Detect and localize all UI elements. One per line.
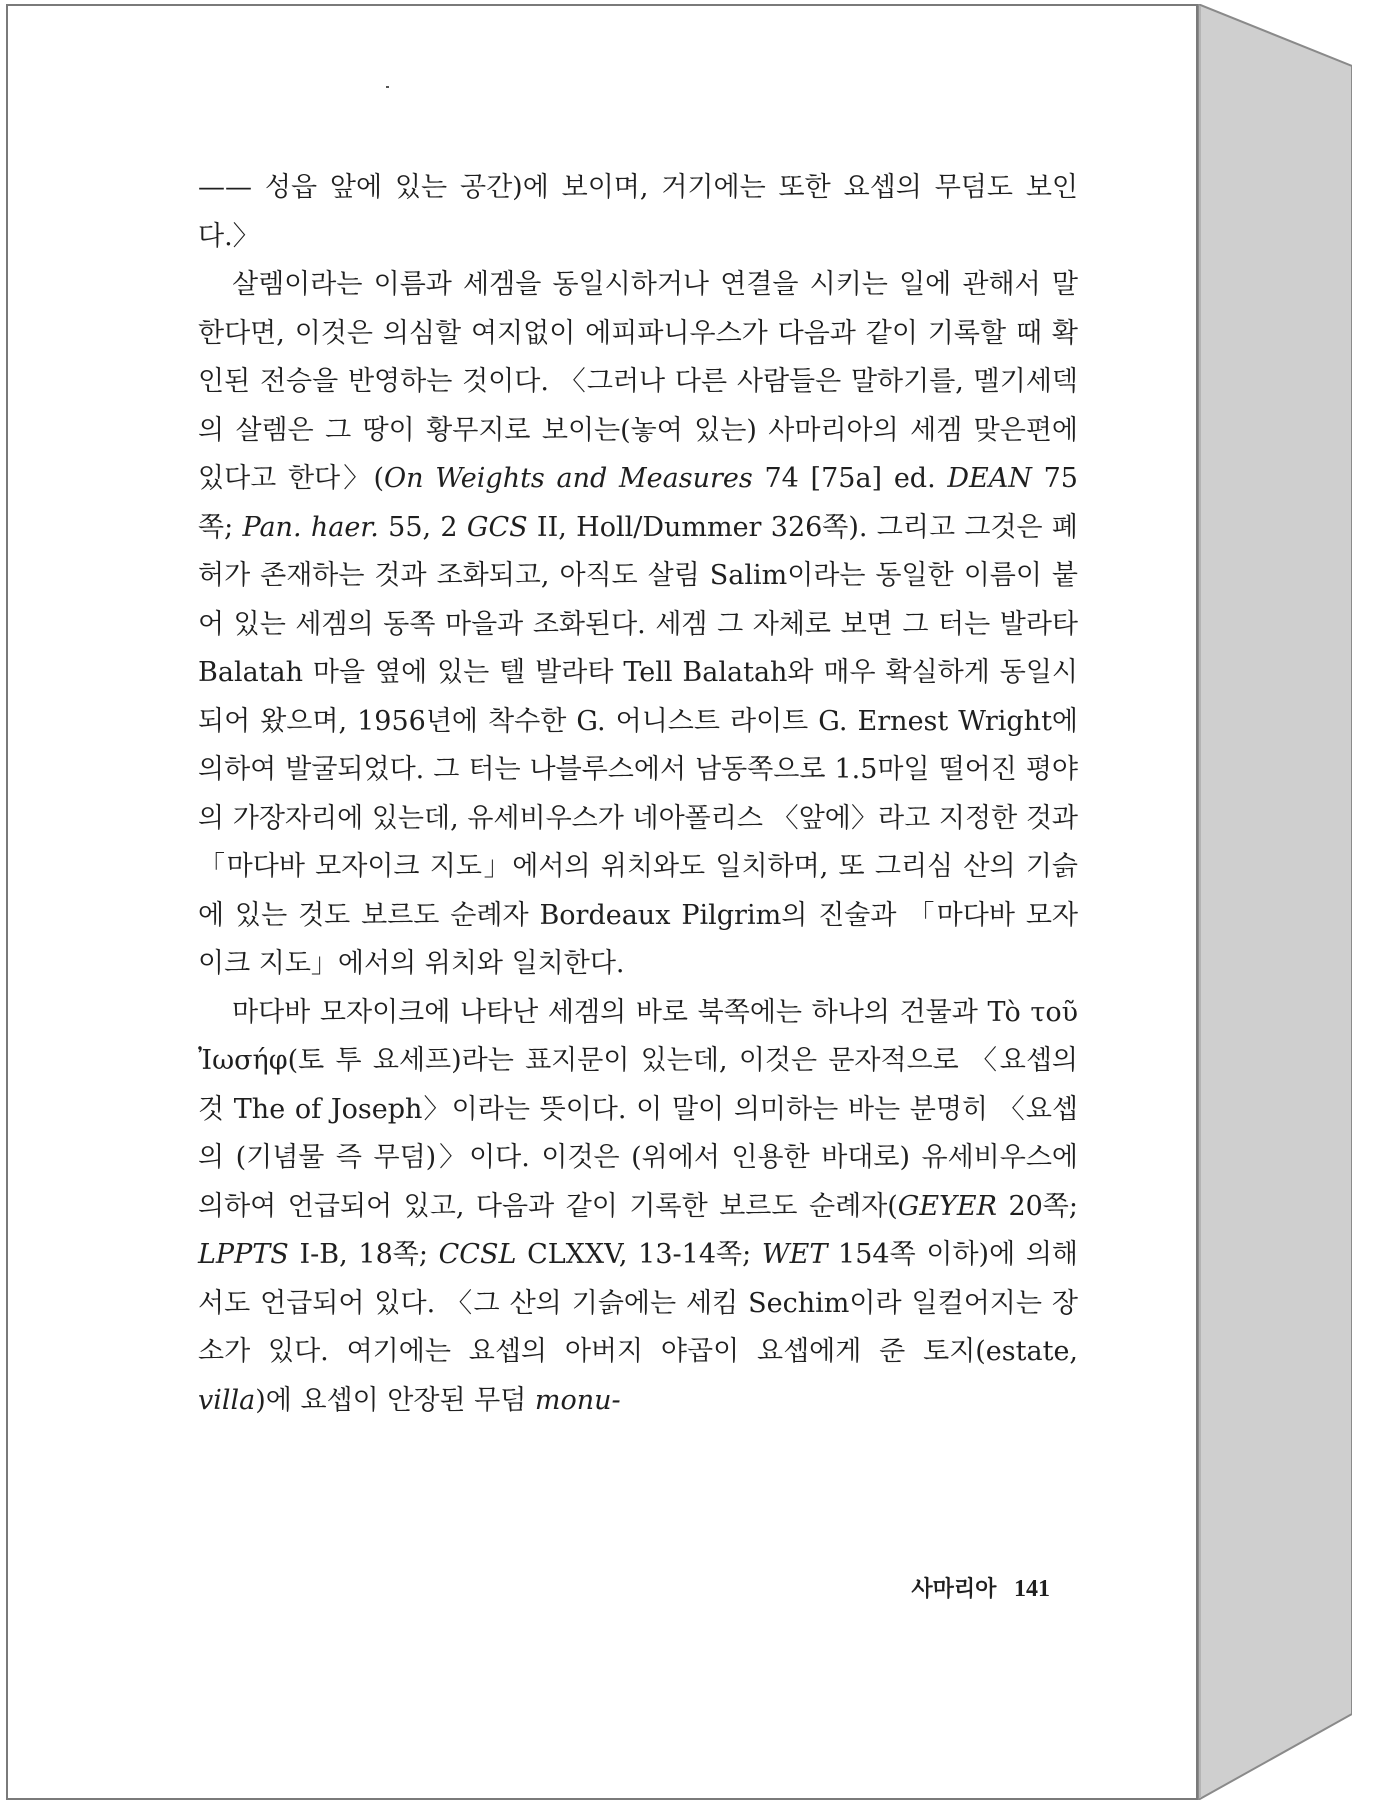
paragraph	[198, 164, 1078, 261]
italic-text-segment: CCSL	[438, 1239, 517, 1270]
page-stack-edge	[1198, 4, 1352, 1800]
paragraph	[198, 261, 1078, 989]
italic-text-segment: villa	[198, 1384, 256, 1416]
text-segment: CLXXV, 13-14쪽;	[516, 1239, 762, 1270]
text-segment: 마다바 모자이크에 나타난 세겜의 바로 북쪽에는 하나의 건물과 Tò τοῦ Ἰωσήφ(토 투 요세프)라는 표지문이 있는데, 이것은 문자적으로 〈요셉의 것 The of Joseph〉이라는 뜻이다. 이 말이 의미하는 바는 분명히 〈요셉의 (기념물 즉 무덤)〉이다. 이것은 (위에서 인용한 바대로) 유세비우스에 의하여 언급되어 있고, 다음과 같이 기록한 보르도 순례자(	[198, 996, 1078, 1222]
text-segment: 55, 2	[378, 511, 467, 543]
italic-text-segment: monu-	[534, 1384, 621, 1416]
running-head: 사마리아	[911, 1577, 997, 1602]
italic-text-segment: GEYER	[897, 1190, 997, 1222]
italic-text-segment: DEAN	[947, 463, 1032, 494]
dust-speck	[386, 86, 389, 88]
text-segment: 20쪽;	[996, 1190, 1078, 1222]
text-segment: )에 요셉이 안장된 무덤	[255, 1384, 535, 1416]
body-text	[198, 164, 1078, 1425]
text-segment: II, Holl/Dummer 326쪽). 그리고 그것은 폐허가 존재하는 것과 조화되고, 아직도 살림 Salim이라는 동일한 이름이 붙어 있는 세겜의 동쪽 마을과 조화된다. 세겜 그 자체로 보면 그 터는 발라타 Balatah 마을 옆에 있는 텔 발라타 Tell Balatah와 매우 확실하게 동일시되어 왔으며, 1956년에 착수한 G. 어니스트 라이트 G. Ernest Wright에 의하여 발굴되었다. 그 터는 나블루스에서 남동쪽으로 1.5마일 떨어진 평야의 가장자리에 있는데, 유세비우스가 네아폴리스 〈앞에〉라고 지정한 것과 「마다바 모자이크 지도」에서의 위치와도 일치하며, 또 그리심 산의 기슭에 있는 것도 보르도 순례자 Bordeaux Pilgrim의 진술과 「마다바 모자이크 지도」에서의 위치와 일치한다.	[198, 511, 1079, 979]
text-segment: 살렘이라는 이름과 세겜을 동일시하거나 연결을 시키는 일에 관해서 말한다면, 이것은 의심할 여지없이 에피파니우스가 다음과 같이 기록할 때 확인된 전승을 반영하는 것이다. 〈그러나 다른 사람들은 말하기를, 멜기세덱의 살렘은 그 땅이 황무지로 보이는(놓여 있는) 사마리아의 세겜 맞은편에 있다고 한다〉(	[198, 269, 1078, 494]
text-segment: I-B, 18쪽;	[288, 1239, 439, 1270]
italic-text-segment: Pan. haer.	[242, 511, 379, 543]
text-segment: 74 [75a] ed.	[752, 463, 948, 494]
paragraph	[198, 989, 1078, 1426]
italic-text-segment: WET	[761, 1239, 828, 1270]
page-number: 141	[1014, 1576, 1050, 1602]
page-footer	[0, 1572, 1050, 1603]
text-segment: —— 성읍 앞에 있는 공간)에 보이며, 거기에는 또한 요셉의 무덤도 보인다.〉	[198, 172, 1078, 252]
text-segment: 75쪽;	[198, 463, 1078, 543]
italic-text-segment: On Weights and Measures	[383, 463, 753, 494]
page-stack-side	[1198, 4, 1352, 1800]
italic-text-segment: LPPTS	[198, 1239, 289, 1270]
text-segment: 154쪽 이하)에 의해서도 언급되어 있다. 〈그 산의 기슭에는 세킴 Sechim이라 일컬어지는 장소가 있다. 여기에는 요셉의 아버지 야곱이 요셉에게 준 토지(estate,	[198, 1239, 1079, 1367]
italic-text-segment: GCS	[466, 511, 528, 543]
